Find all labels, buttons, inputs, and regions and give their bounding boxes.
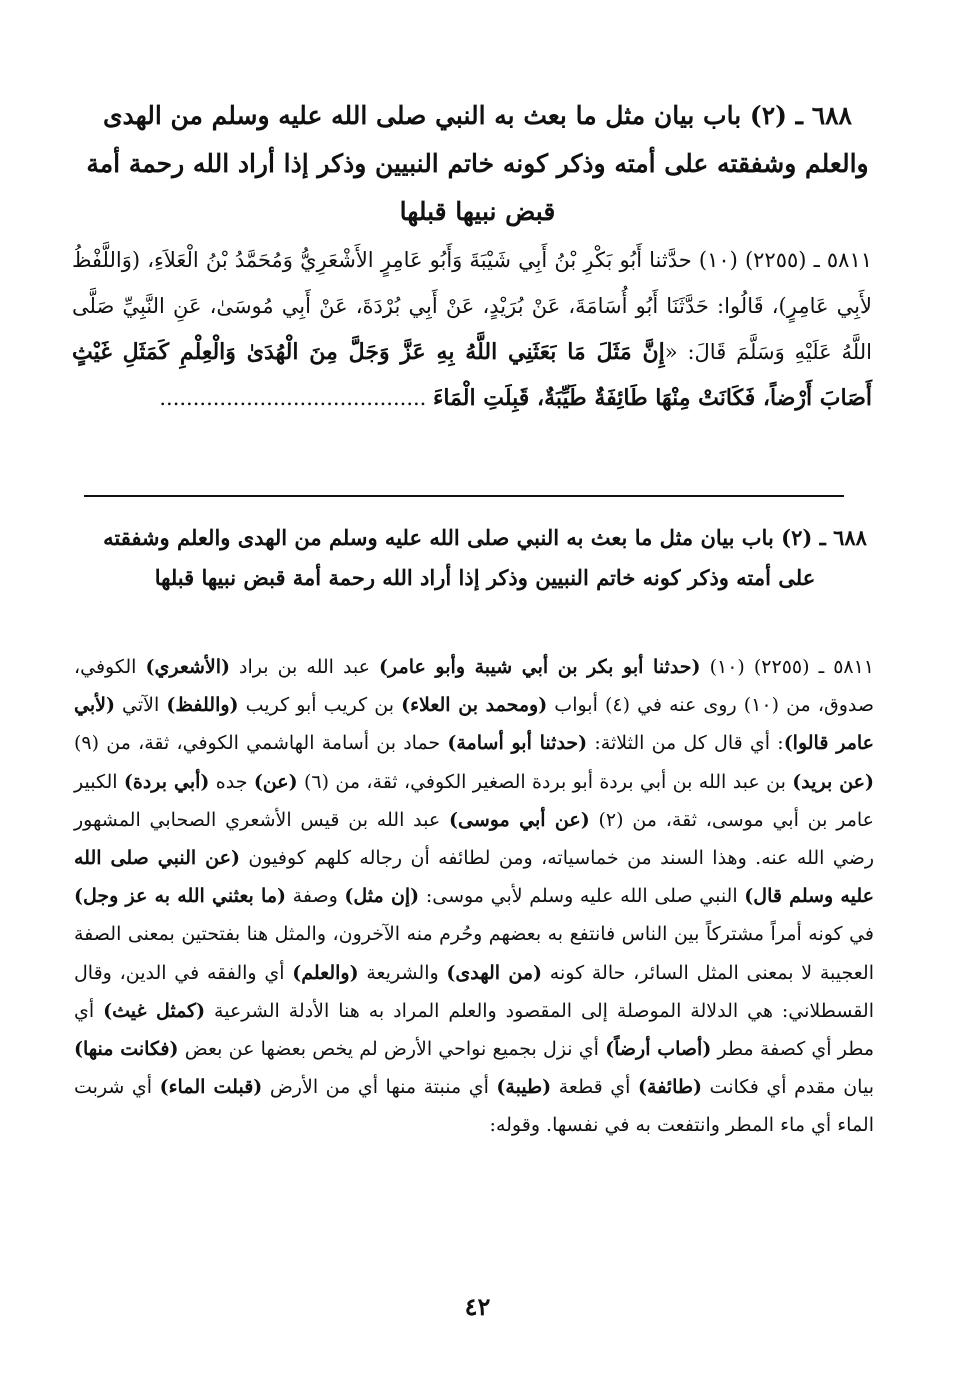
commentary-segment: أي قطعة [551, 1076, 639, 1099]
commentary-quote: (عن بريد) [792, 770, 874, 793]
commentary-quote: (طيبة) [496, 1076, 552, 1099]
commentary-quote: (عن) [253, 770, 298, 793]
commentary-segment: حماد بن أسامة الهاشمي الكوفي، ثقة، من (٩) [74, 732, 448, 755]
commentary-quote: (ما بعثني الله به عز وجل) [74, 885, 286, 908]
commentary-segment: أي شربت الماء أي ماء المطر وانتفعت به في نفسها. وقوله: [74, 1076, 874, 1137]
commentary-quote: (قبلت الماء) [159, 1076, 263, 1099]
commentary-quote: (أصاب أرضاً) [605, 1038, 712, 1061]
commentary-segment: النبي صلى الله عليه وسلم لأبي موسى: [419, 885, 745, 908]
hadith-text [72, 237, 872, 421]
chapter-heading: ٦٨٨ ـ (٢) باب بيان مثل ما بعث به النبي صلى الله عليه وسلم من الهدى والعلم وشفقته على أمته وذكر كونه خاتم النبيين وذكر إذا أراد الله رحمة أمة قبض نبيها قبلها [86, 101, 869, 226]
section-divider [84, 495, 844, 497]
commentary-quote: (فكانت منها) [74, 1038, 179, 1061]
commentary-segment: جده [209, 770, 254, 793]
commentary-segment: أي والفقه في الدين، وقال القسطلاني: هي الدلالة الموصلة إلى المقصود والعلم المراد به هنا الأدلة الشرعية [74, 961, 874, 1022]
hadith-ellipsis: ........................................ [159, 386, 434, 410]
hadith-isnad: ٥٨١١ ـ (٢٢٥٥) (١٠) حدَّثنا أَبُو بَكْرِ بْنُ أَبِي شَيْبَةَ وَأَبُو عَامِرٍ الأَشْعَرِيُّ وَمُحَمَّدُ بْنُ الْعَلاَءِ، (وَاللَّفْظُ لأَبِي عَامِرٍ)، قَالُوا: حَدَّثَنَا أَبُو أُسَامَةَ، عَنْ بُرَيْدٍ، عَنْ أَبِي بُرْدَةَ، عَنْ أَبِي مُوسَىٰ، عَنِ النَّبِيِّ صَلَّى اللَّهُ عَلَيْهِ وَسَلَّمَ قَالَ: « [72, 248, 873, 364]
commentary-text [74, 648, 874, 1145]
commentary-quote: (من الهدى) [446, 961, 543, 984]
commentary-quote: (حدثنا أبو أسامة) [447, 732, 588, 755]
commentary-segment: بن عبد الله بن أبي بردة أبو بردة الصغير الكوفي، ثقة، من (٦) [297, 770, 793, 793]
commentary-quote: (عن النبي صلى الله عليه وسلم قال) [74, 847, 874, 908]
commentary-segment: أي منبتة منها أي من الأرض [262, 1076, 497, 1099]
hadith-matn: إِنَّ مَثَلَ مَا بَعَثَنِي اللَّهُ بِهِ عَزَّ وَجَلَّ مِنَ الْهُدَىٰ وَالْعِلْمِ كَمَثَلِ غَيْثٍ أَصَابَ أَرْضاً، فَكَانَتْ مِنْهَا طَائِفَةٌ طَيِّبَةٌ، قَبِلَتِ الْمَاءَ [72, 339, 872, 411]
commentary-segment: الكوفي، صدوق، من (١٠) روى عنه في (٤) أبواب [74, 656, 874, 717]
commentary-segment: بن كريب أبو كريب [238, 694, 402, 717]
commentary-quote: (كمثل غيث) [103, 999, 206, 1022]
commentary-quote: (والعلم) [292, 961, 359, 984]
commentary-quote: (الأشعري) [145, 656, 231, 678]
commentary-chapter-heading: ٦٨٨ ـ (٢) باب بيان مثل ما بعث به النبي صلى الله عليه وسلم من الهدى والعلم وشفقته على أمته وذكر كونه خاتم النبيين وذكر إذا أراد الله رحمة أمة قبض نبيها قبلها [103, 525, 867, 590]
commentary-segment: الآتي [114, 694, 167, 717]
commentary-quote: (أبي بردة) [123, 770, 210, 793]
commentary-segment: الكبير عامر بن أبي موسى، ثقة، من (٢) [74, 770, 875, 831]
commentary-segment: بيان مقدم أي فكانت [702, 1076, 874, 1099]
commentary-quote: (طائفة) [638, 1076, 702, 1099]
commentary-segment: أي نزل بجميع نواحي الأرض لم يخص بعضها عن بعض [178, 1038, 606, 1061]
commentary-quote: (عن أبي موسى) [449, 808, 590, 831]
commentary-segment: عبد الله بن قيس الأشعري الصحابي المشهور رضي الله عنه. وهذا السند من خماسياته، ومن لطائفه أن رجاله كلهم كوفيون [74, 808, 875, 870]
page-number: ٤٢ [464, 1292, 491, 1321]
commentary-segment: وصفة [286, 885, 345, 908]
commentary-quote: (ومحمد بن العلاء) [401, 694, 548, 717]
commentary-segment: ٥٨١١ ـ (٢٢٥٥) (١٠) [700, 656, 875, 678]
commentary-segment: في كونه أمراً مشتركاً بين الناس فانتفع به بعضهم وحُرم منه الآخرون، والمثل هنا بفتحتين بمعنى الصفة العجيبة لا بمعنى المثل السائر، حالة كونه [74, 923, 875, 984]
commentary-quote: (إن مثل) [344, 885, 420, 908]
commentary-quote: (واللفظ) [166, 694, 239, 717]
commentary-segment: والشريعة [358, 961, 447, 984]
commentary-segment: : أي قال كل من الثلاثة: [587, 732, 784, 755]
commentary-segment: عبد الله بن براد [230, 656, 380, 678]
commentary-quote: (حدثنا أبو بكر بن أبي شيبة وأبو عامر) [379, 656, 701, 678]
commentary-segment: أي مطر أي كصفة مطر [74, 999, 874, 1061]
commentary-quote: (لأبي عامر قالوا) [74, 694, 874, 755]
